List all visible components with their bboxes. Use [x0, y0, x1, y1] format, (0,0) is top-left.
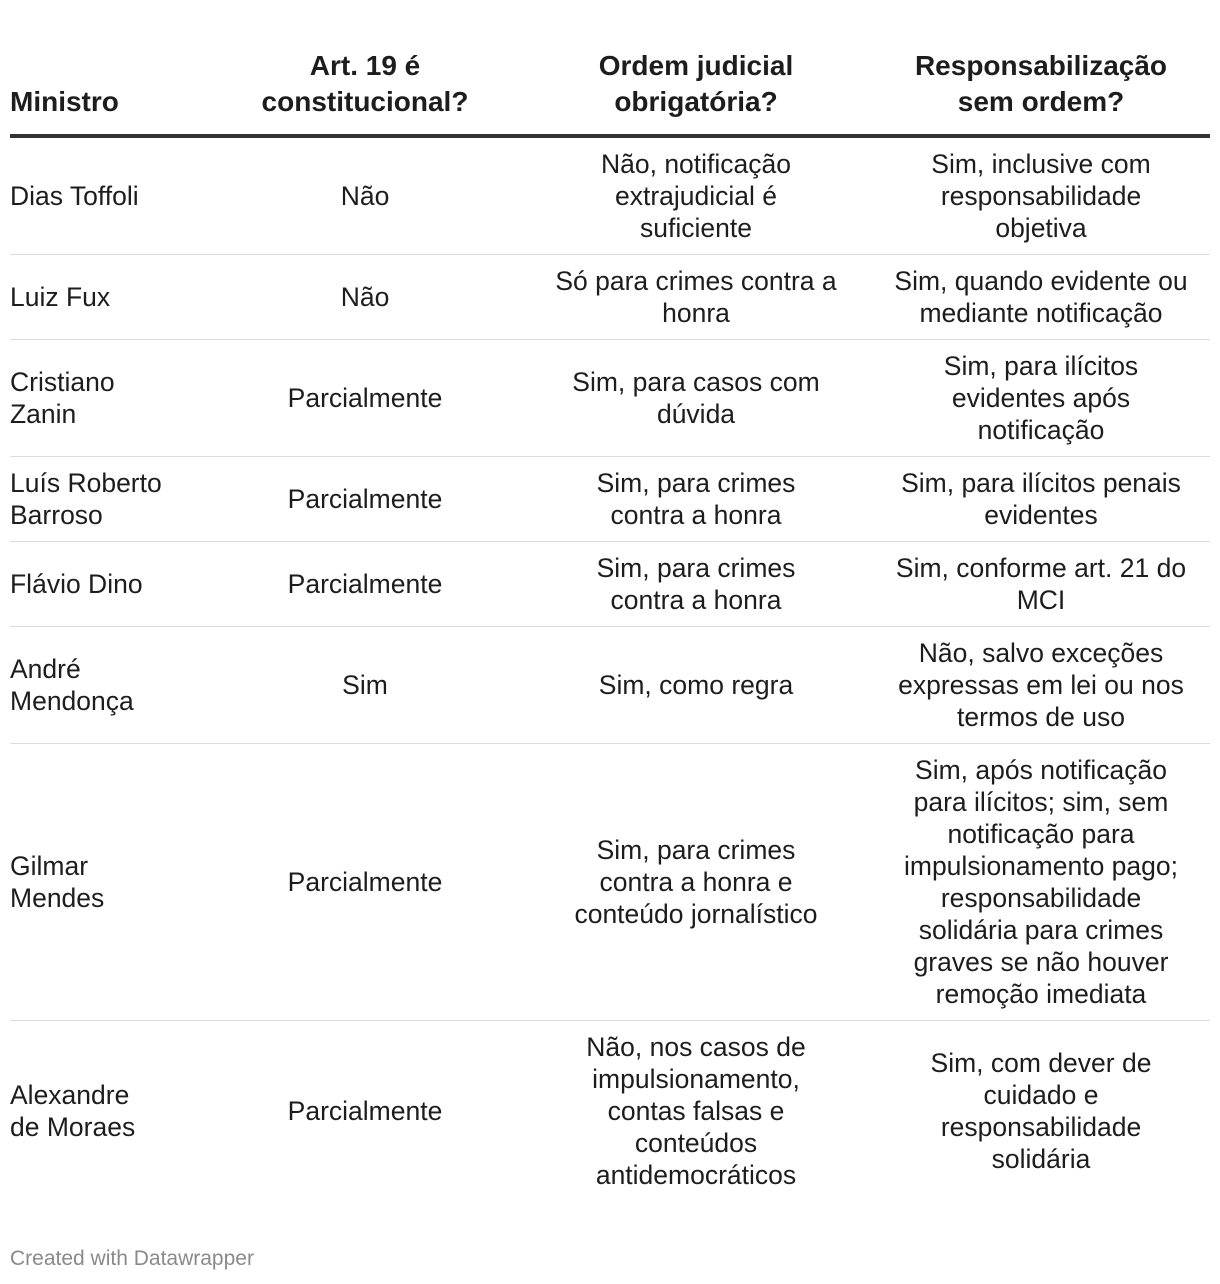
- cell-minister: [10, 1021, 210, 1202]
- minister-name: Luiz Fux: [10, 282, 111, 312]
- table-row: [10, 542, 1210, 627]
- cell-minister: [10, 457, 210, 542]
- minister-name: Dias Toffoli: [10, 181, 139, 211]
- table-row: [10, 255, 1210, 340]
- cell-court-order: [520, 744, 872, 1021]
- header-court-order-line2: obrigatória?: [614, 86, 778, 117]
- cell-liability: [872, 1021, 1210, 1202]
- header-ministro-label: Ministro: [10, 86, 119, 117]
- table-row: [10, 627, 1210, 744]
- cell-minister: [10, 627, 210, 744]
- cell-minister: [10, 542, 210, 627]
- court-order-text: Sim, como regra: [598, 670, 794, 700]
- cell-liability: [872, 136, 1210, 255]
- cell-constitutional: Parcialmente: [210, 744, 520, 1021]
- ministers-table-container: [10, 40, 1210, 1201]
- header-constitutional: [210, 40, 520, 136]
- minister-name-line1: Alexandre: [10, 1080, 130, 1110]
- cell-constitutional: Não: [210, 255, 520, 340]
- court-order-text: Sim, para crimes contra a honra e conteúdo jornalístico: [574, 835, 818, 929]
- minister-name-line1: Cristiano: [10, 367, 115, 397]
- cell-liability: [872, 457, 1210, 542]
- table-header-row: [10, 40, 1210, 136]
- header-court-order-line1: Ordem judicial: [598, 50, 794, 81]
- cell-liability: [872, 340, 1210, 457]
- header-ministro: [10, 40, 210, 136]
- cell-court-order: [520, 627, 872, 744]
- cell-liability: [872, 744, 1210, 1021]
- cell-court-order: [520, 136, 872, 255]
- header-liability: [872, 40, 1210, 136]
- cell-minister: [10, 744, 210, 1021]
- cell-constitutional: Parcialmente: [210, 457, 520, 542]
- cell-minister: [10, 136, 210, 255]
- cell-minister: [10, 340, 210, 457]
- cell-court-order: [520, 340, 872, 457]
- liability-text: Não, salvo exceções expressas em lei ou nos termos de uso: [898, 638, 1184, 732]
- court-order-text: Sim, para crimes contra a honra: [596, 553, 796, 615]
- header-constitutional-line1: Art. 19 é: [309, 50, 421, 81]
- cell-constitutional: Parcialmente: [210, 542, 520, 627]
- minister-name-line2: Barroso: [10, 500, 103, 530]
- cell-court-order: [520, 457, 872, 542]
- cell-minister: [10, 255, 210, 340]
- datawrapper-credit[interactable]: Created with Datawrapper: [10, 1247, 254, 1270]
- table-row: [10, 340, 1210, 457]
- cell-court-order: [520, 1021, 872, 1202]
- court-order-text: Não, nos casos de impulsionamento, contas falsas e conteúdos antidemocráticos: [586, 1032, 806, 1190]
- header-liability-line2: sem ordem?: [957, 86, 1125, 117]
- liability-text: Sim, para ilícitos evidentes após notificação: [943, 351, 1139, 445]
- header-liability-line1: Responsabilização: [914, 50, 1168, 81]
- minister-name-line1: Luís Roberto: [10, 468, 162, 498]
- minister-name-line1: André: [10, 654, 81, 684]
- cell-liability: [872, 627, 1210, 744]
- cell-constitutional: Parcialmente: [210, 340, 520, 457]
- court-order-text: Só para crimes contra a honra: [555, 266, 837, 328]
- liability-text: Sim, inclusive com responsabilidade objetiva: [931, 149, 1151, 243]
- cell-constitutional: Parcialmente: [287, 1096, 443, 1126]
- minister-name: Flávio Dino: [10, 569, 143, 599]
- liability-text: Sim, para ilícitos penais evidentes: [901, 468, 1181, 530]
- liability-text: Sim, conforme art. 21 do MCI: [895, 553, 1187, 615]
- court-order-text: Sim, para casos com dúvida: [572, 367, 820, 429]
- cell-court-order: [520, 542, 872, 627]
- cell-constitutional: Sim: [210, 627, 520, 744]
- minister-name-line2: Mendonça: [10, 686, 134, 716]
- minister-name-line2: Zanin: [10, 399, 77, 429]
- cell-liability: [872, 542, 1210, 627]
- liability-text: Sim, após notificação para ilícitos; sim, sem notificação para impulsionamento pago; responsabilidade solidária para crimes graves se não houver remoção imediata: [903, 755, 1178, 1009]
- cell-court-order: [520, 255, 872, 340]
- table-row: [10, 457, 1210, 542]
- header-court-order: [520, 40, 872, 136]
- liability-text: Sim, quando evidente ou mediante notificação: [894, 266, 1188, 328]
- court-order-text: Sim, para crimes contra a honra: [596, 468, 796, 530]
- court-order-text: Não, notificação extrajudicial é suficiente: [600, 149, 792, 243]
- header-constitutional-line2: constitucional?: [261, 86, 469, 117]
- table-row: [10, 744, 1210, 1021]
- table-row: [10, 136, 1210, 255]
- minister-name-line2: Mendes: [10, 883, 105, 913]
- cell-constitutional: Não: [210, 136, 520, 255]
- minister-name-line2: de Moraes: [10, 1112, 136, 1142]
- cell-liability: [872, 255, 1210, 340]
- liability-text: Sim, com dever de cuidado e responsabilidade solidária: [930, 1048, 1152, 1174]
- minister-name-line1: Gilmar: [10, 851, 89, 881]
- ministers-table: [10, 40, 1210, 1201]
- table-row: [10, 1021, 1210, 1202]
